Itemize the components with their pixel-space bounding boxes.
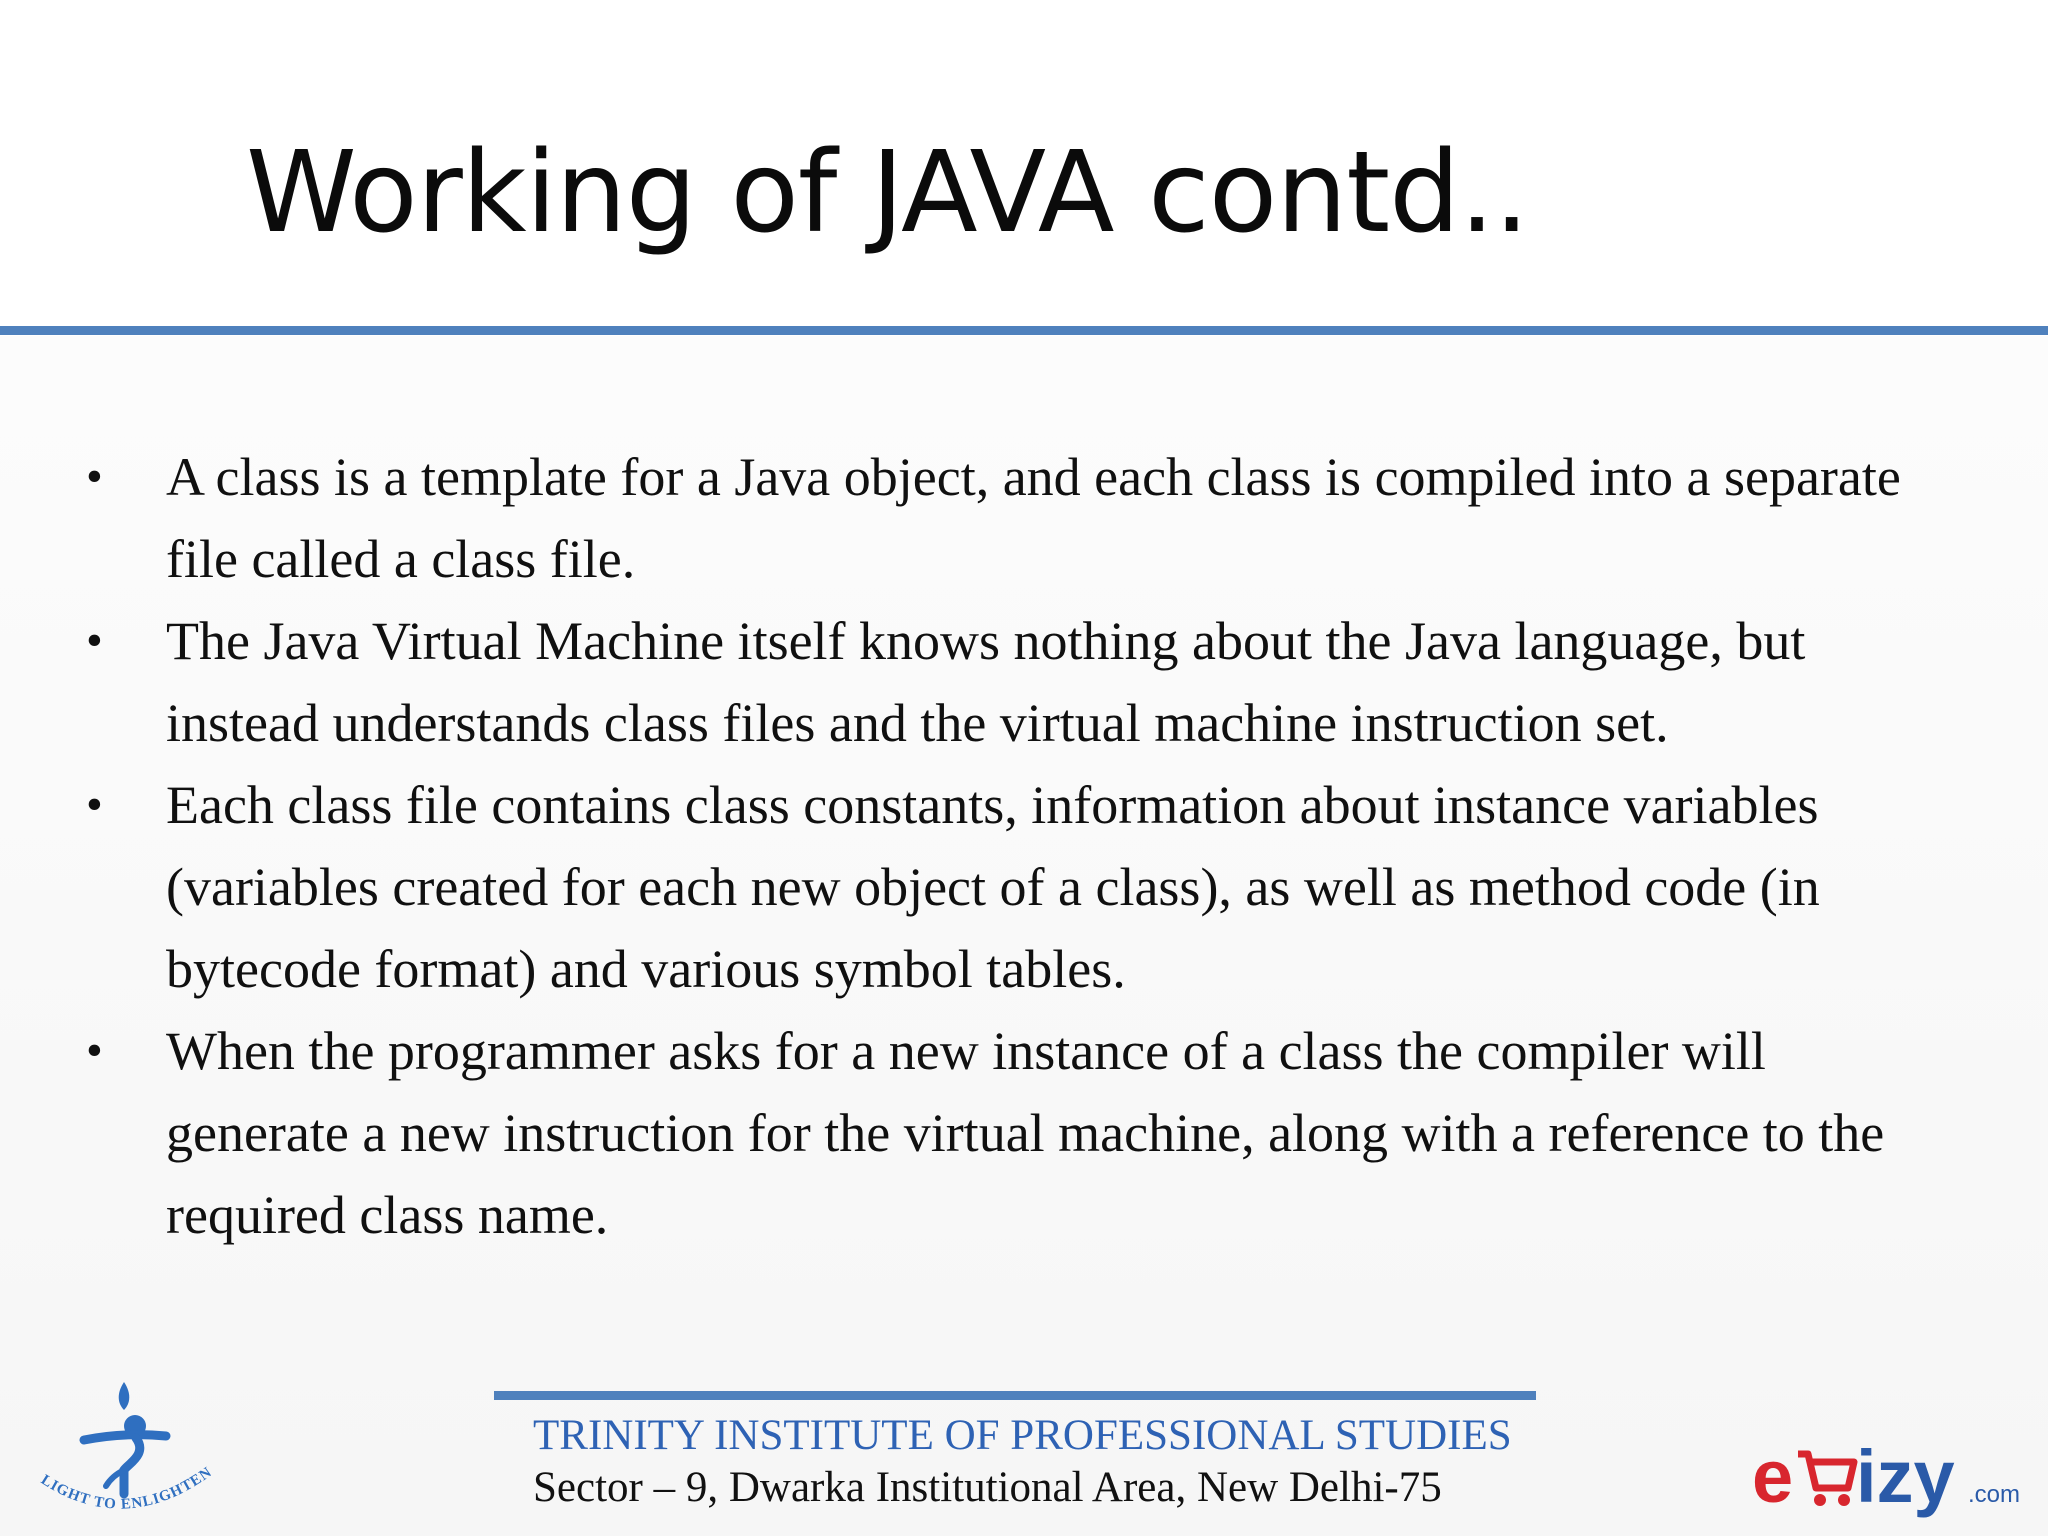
ebizy-brand-rest: izy bbox=[1856, 1435, 1955, 1518]
bullet-icon: • bbox=[86, 1024, 103, 1077]
bullet-list bbox=[78, 436, 1938, 1256]
footer-divider bbox=[494, 1391, 1536, 1400]
bullet-item bbox=[78, 436, 1938, 600]
bullet-text: When the programmer asks for a new instance of a class the compiler will generate a new instruction for the virtual machine, along with a reference to the required class name. bbox=[166, 1021, 1885, 1245]
bullet-text: Each class file contains class constants, information about instance variables (variables created for each new object of a class), as well as method code (in bytecode format) and various symbol tables. bbox=[166, 775, 1820, 999]
logo-motto: LIGHT TO ENLIGHTEN bbox=[37, 1464, 216, 1513]
torch-figure-logo-icon bbox=[24, 1370, 224, 1530]
ebizy-brand-e: e bbox=[1752, 1435, 1794, 1518]
bullet-icon: • bbox=[86, 778, 103, 831]
institute-name: TRINITY INSTITUTE OF PROFESSIONAL STUDIES bbox=[533, 1412, 1512, 1459]
cart-icon bbox=[1798, 1454, 1854, 1506]
bullet-item bbox=[78, 1010, 1938, 1256]
bullet-icon: • bbox=[86, 450, 103, 503]
bullet-text: The Java Virtual Machine itself knows nothing about the Java language, but instead understands class files and the virtual machine instruction set. bbox=[166, 611, 1806, 753]
figure-body bbox=[124, 1438, 140, 1494]
bullet-text: A class is a template for a Java object, and each class is compiled into a separate file called a class file. bbox=[166, 447, 1901, 589]
torch-figure-logo-svg bbox=[24, 1370, 224, 1530]
flame-shape bbox=[119, 1382, 130, 1410]
bullet-item bbox=[78, 764, 1938, 1010]
ebizy-cart-logo-icon bbox=[1752, 1432, 2022, 1522]
ebizy-logo-svg bbox=[1752, 1432, 2022, 1522]
ebizy-suffix: .com bbox=[1968, 1481, 2021, 1508]
title-divider bbox=[0, 326, 2048, 335]
figure-arms bbox=[84, 1435, 166, 1440]
institute-address: Sector – 9, Dwarka Institutional Area, New Delhi-75 bbox=[533, 1464, 1442, 1511]
bullet-icon: • bbox=[86, 614, 103, 667]
bullet-item bbox=[78, 600, 1938, 764]
slide-title: Working of JAVA contd.. bbox=[246, 128, 1529, 258]
